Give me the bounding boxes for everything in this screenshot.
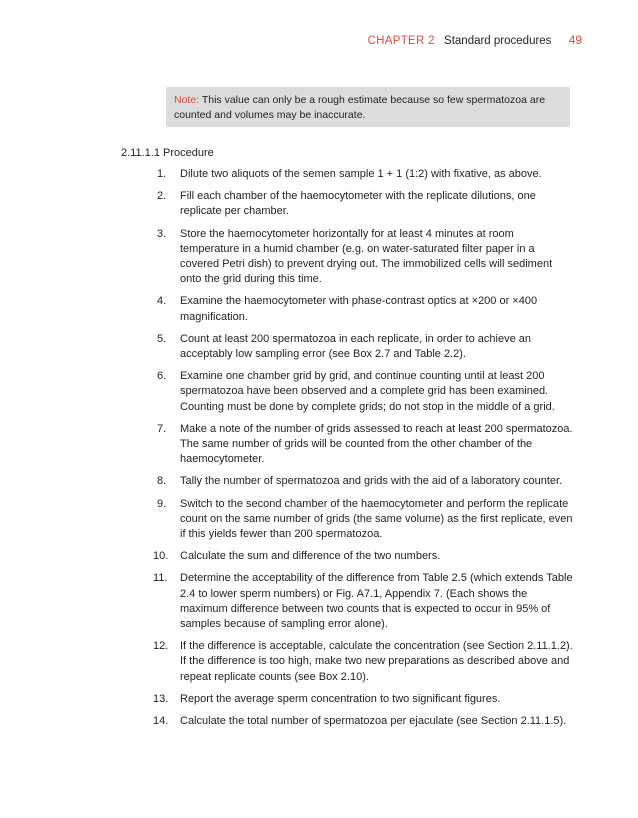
step-text: Make a note of the number of grids assessed to reach at least 200 spermatozoa. The same number of grids will be counted from the other chamber of the haemocytometer. (180, 422, 573, 466)
step-text: Count at least 200 spermatozoa in each replicate, in order to achieve an acceptably low sampling error (see Box 2.7 and Table 2.2). (180, 332, 531, 361)
section-title: Standard procedures (444, 35, 552, 47)
procedure-step (157, 189, 573, 219)
procedure-step (157, 227, 573, 288)
procedure-step (153, 714, 573, 729)
step-number: 3. (157, 227, 167, 240)
procedure-step (157, 497, 573, 543)
step-number: 6. (157, 370, 167, 383)
procedure-step (153, 571, 573, 632)
step-text: Calculate the sum and difference of the two numbers. (180, 550, 441, 563)
note-box (166, 87, 570, 127)
procedure-step (157, 422, 573, 468)
step-number: 12. (153, 640, 169, 653)
note-label: Note: (174, 94, 200, 106)
step-number: 7. (157, 422, 167, 435)
note-text: This value can only be a rough estimate because so few spermatozoa are counted and volumes may be inaccurate. (174, 94, 546, 121)
step-number: 1. (157, 168, 167, 180)
step-text: Examine the haemocytometer with phase-contrast optics at ×200 or ×400 magnification. (180, 295, 538, 323)
procedure-step (157, 369, 573, 415)
procedure-step (153, 549, 573, 564)
step-text: Fill each chamber of the haemocytometer with the replicate dilutions, one replicate per chamber. (180, 190, 536, 218)
chapter-label: CHAPTER 2 (367, 35, 435, 47)
step-text: Determine the acceptability of the difference from Table 2.5 (which extends Table 2.4 to lower sperm numbers) or Fig. A7.1, Appendix 7. (Each shows the maximum difference between two counts that is expected to occur in 95% of samples because of sampling error alone). (180, 572, 573, 631)
running-header (368, 33, 582, 47)
step-text: If the difference is acceptable, calculate the concentration (see Section 2.11.1.2). If the difference is too high, make two new preparations as described above and repeat replicate counts (see Box 2.10). (180, 640, 573, 683)
step-text: Examine one chamber grid by grid, and continue counting until at least 200 spermatozoa have been observed and a complete grid has been examined. Counting must be done by complete grids; do not stop in the middle of a grid. (180, 370, 555, 413)
page-number: 49 (568, 33, 582, 47)
step-text: Tally the number of spermatozoa and grids with the aid of a laboratory counter. (180, 475, 563, 488)
procedure-step (153, 639, 573, 685)
step-number: 4. (157, 295, 167, 308)
procedure-heading: 2.11.1.1 Procedure (121, 147, 214, 159)
step-text: Dilute two aliquots of the semen sample 1 + 1 (1:2) with fixative, as above. (180, 168, 542, 180)
step-number: 9. (157, 497, 167, 510)
procedure-step (157, 167, 573, 182)
step-number: 13. (153, 692, 169, 705)
procedure-step (153, 692, 573, 707)
step-number: 14. (153, 715, 169, 728)
step-number: 8. (157, 475, 167, 488)
step-text: Store the haemocytometer horizontally for at least 4 minutes at room temperature in a humid chamber (e.g. on water-saturated filter paper in a covered Petri dish) to prevent drying out. The immobilized cells will sediment onto the grid during this time. (180, 227, 553, 286)
step-text: Report the average sperm concentration to two significant figures. (180, 692, 501, 705)
procedure-step (157, 294, 573, 324)
step-number: 5. (157, 332, 167, 345)
step-text: Switch to the second chamber of the haemocytometer and perform the replicate count on the same number of grids (the same volume) as the first replicate, even if this yields fewer than 200 spermatozoa. (180, 497, 573, 541)
procedure-step (157, 332, 573, 362)
procedure-steps (153, 167, 573, 729)
step-number: 2. (157, 190, 167, 203)
step-number: 10. (153, 550, 169, 563)
step-text: Calculate the total number of spermatozoa per ejaculate (see Section 2.11.1.5). (180, 715, 567, 728)
procedure-step (157, 474, 573, 489)
step-number: 11. (153, 572, 168, 585)
